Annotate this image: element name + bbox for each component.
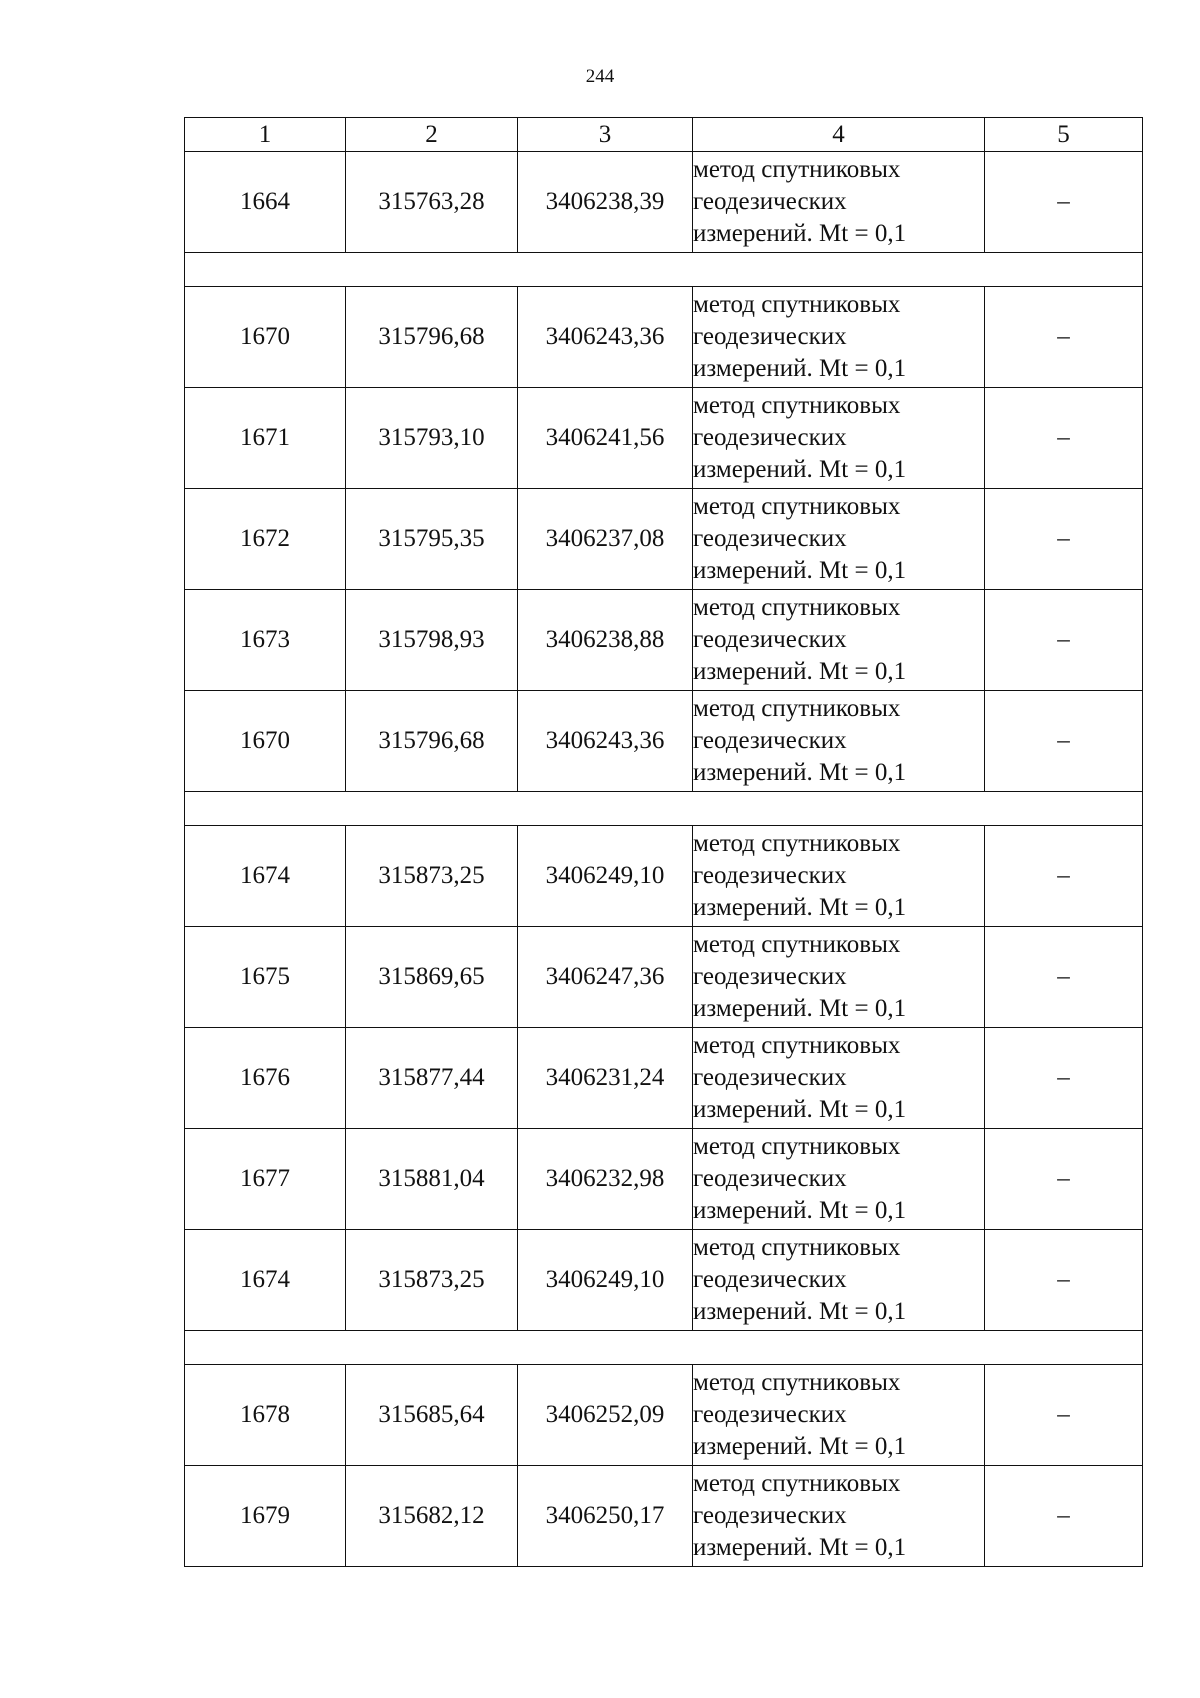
x-coordinate-cell: 315685,64 <box>346 1365 518 1466</box>
table-row <box>185 1365 1143 1466</box>
y-coordinate-cell: 3406243,36 <box>518 691 693 792</box>
method-line: метод спутниковых <box>693 594 901 621</box>
method-line: геодезических <box>693 1502 847 1529</box>
column-header: 3 <box>518 118 693 152</box>
table-separator-row <box>185 1331 1143 1365</box>
method-line: метод спутниковых <box>693 830 901 857</box>
x-coordinate-cell: 315881,04 <box>346 1129 518 1230</box>
point-number-cell: 1673 <box>185 590 346 691</box>
y-coordinate-cell: 3406237,08 <box>518 489 693 590</box>
note-cell: – <box>985 691 1143 792</box>
column-header: 5 <box>985 118 1143 152</box>
coordinates-table <box>184 117 1143 1567</box>
method-line: метод спутниковых <box>693 931 901 958</box>
method-line: измерений. Mt = 0,1 <box>693 1197 907 1224</box>
method-line: измерений. Mt = 0,1 <box>693 1433 907 1460</box>
method-cell <box>693 152 985 253</box>
method-cell <box>693 1230 985 1331</box>
method-line: метод спутниковых <box>693 1369 901 1396</box>
table-row <box>185 927 1143 1028</box>
method-line: измерений. Mt = 0,1 <box>693 894 907 921</box>
table-row <box>185 287 1143 388</box>
method-line: измерений. Mt = 0,1 <box>693 759 907 786</box>
note-cell: – <box>985 152 1143 253</box>
table-row <box>185 152 1143 253</box>
method-line: геодезических <box>693 963 847 990</box>
method-line: геодезических <box>693 1064 847 1091</box>
method-line: измерений. Mt = 0,1 <box>693 220 907 247</box>
column-header: 1 <box>185 118 346 152</box>
table-row <box>185 590 1143 691</box>
method-cell <box>693 287 985 388</box>
y-coordinate-cell: 3406247,36 <box>518 927 693 1028</box>
y-coordinate-cell: 3406249,10 <box>518 1230 693 1331</box>
y-coordinate-cell: 3406238,88 <box>518 590 693 691</box>
y-coordinate-cell: 3406243,36 <box>518 287 693 388</box>
method-line: метод спутниковых <box>693 493 901 520</box>
method-line: геодезических <box>693 525 847 552</box>
method-cell <box>693 1466 985 1567</box>
point-number-cell: 1675 <box>185 927 346 1028</box>
note-cell: – <box>985 489 1143 590</box>
x-coordinate-cell: 315793,10 <box>346 388 518 489</box>
method-line: геодезических <box>693 1401 847 1428</box>
point-number-cell: 1679 <box>185 1466 346 1567</box>
column-header: 4 <box>693 118 985 152</box>
note-cell: – <box>985 1028 1143 1129</box>
table-separator-row <box>185 253 1143 287</box>
note-cell: – <box>985 388 1143 489</box>
method-cell <box>693 927 985 1028</box>
x-coordinate-cell: 315796,68 <box>346 287 518 388</box>
column-header: 2 <box>346 118 518 152</box>
method-line: метод спутниковых <box>693 1470 901 1497</box>
x-coordinate-cell: 315877,44 <box>346 1028 518 1129</box>
table-row <box>185 489 1143 590</box>
method-line: метод спутниковых <box>693 392 901 419</box>
page-number: 244 <box>585 66 615 87</box>
point-number-cell: 1664 <box>185 152 346 253</box>
method-cell <box>693 1028 985 1129</box>
note-cell: – <box>985 590 1143 691</box>
method-cell <box>693 590 985 691</box>
separator-cell <box>185 1331 1143 1365</box>
table-row <box>185 826 1143 927</box>
x-coordinate-cell: 315763,28 <box>346 152 518 253</box>
method-line: метод спутниковых <box>693 1133 901 1160</box>
y-coordinate-cell: 3406232,98 <box>518 1129 693 1230</box>
table-row <box>185 691 1143 792</box>
method-line: измерений. Mt = 0,1 <box>693 1534 907 1561</box>
method-line: метод спутниковых <box>693 1032 901 1059</box>
note-cell: – <box>985 927 1143 1028</box>
table-row <box>185 1028 1143 1129</box>
method-line: геодезических <box>693 1266 847 1293</box>
note-cell: – <box>985 1230 1143 1331</box>
method-line: геодезических <box>693 323 847 350</box>
method-line: измерений. Mt = 0,1 <box>693 995 907 1022</box>
separator-cell <box>185 792 1143 826</box>
method-line: измерений. Mt = 0,1 <box>693 658 907 685</box>
method-line: измерений. Mt = 0,1 <box>693 355 907 382</box>
table-row <box>185 1129 1143 1230</box>
point-number-cell: 1674 <box>185 826 346 927</box>
x-coordinate-cell: 315873,25 <box>346 1230 518 1331</box>
table-row <box>185 1230 1143 1331</box>
y-coordinate-cell: 3406250,17 <box>518 1466 693 1567</box>
coordinates-table-body <box>185 118 1143 1567</box>
method-cell <box>693 388 985 489</box>
method-cell <box>693 1129 985 1230</box>
method-line: измерений. Mt = 0,1 <box>693 557 907 584</box>
table-row <box>185 388 1143 489</box>
x-coordinate-cell: 315795,35 <box>346 489 518 590</box>
point-number-cell: 1676 <box>185 1028 346 1129</box>
method-line: геодезических <box>693 1165 847 1192</box>
method-line: геодезических <box>693 727 847 754</box>
x-coordinate-cell: 315869,65 <box>346 927 518 1028</box>
method-line: геодезических <box>693 188 847 215</box>
note-cell: – <box>985 287 1143 388</box>
separator-cell <box>185 253 1143 287</box>
point-number-cell: 1670 <box>185 691 346 792</box>
note-cell: – <box>985 826 1143 927</box>
method-line: метод спутниковых <box>693 156 901 183</box>
method-line: метод спутниковых <box>693 1234 901 1261</box>
table-header-row <box>185 118 1143 152</box>
method-line: измерений. Mt = 0,1 <box>693 1096 907 1123</box>
x-coordinate-cell: 315798,93 <box>346 590 518 691</box>
note-cell: – <box>985 1466 1143 1567</box>
method-cell <box>693 826 985 927</box>
note-cell: – <box>985 1365 1143 1466</box>
y-coordinate-cell: 3406252,09 <box>518 1365 693 1466</box>
point-number-cell: 1672 <box>185 489 346 590</box>
x-coordinate-cell: 315796,68 <box>346 691 518 792</box>
point-number-cell: 1671 <box>185 388 346 489</box>
method-line: измерений. Mt = 0,1 <box>693 1298 907 1325</box>
table-separator-row <box>185 792 1143 826</box>
method-cell <box>693 691 985 792</box>
method-line: метод спутниковых <box>693 291 901 318</box>
method-line: геодезических <box>693 626 847 653</box>
x-coordinate-cell: 315873,25 <box>346 826 518 927</box>
y-coordinate-cell: 3406241,56 <box>518 388 693 489</box>
y-coordinate-cell: 3406249,10 <box>518 826 693 927</box>
point-number-cell: 1677 <box>185 1129 346 1230</box>
y-coordinate-cell: 3406231,24 <box>518 1028 693 1129</box>
method-line: геодезических <box>693 862 847 889</box>
point-number-cell: 1674 <box>185 1230 346 1331</box>
method-line: измерений. Mt = 0,1 <box>693 456 907 483</box>
y-coordinate-cell: 3406238,39 <box>518 152 693 253</box>
method-line: геодезических <box>693 424 847 451</box>
point-number-cell: 1678 <box>185 1365 346 1466</box>
point-number-cell: 1670 <box>185 287 346 388</box>
table-row <box>185 1466 1143 1567</box>
x-coordinate-cell: 315682,12 <box>346 1466 518 1567</box>
method-cell <box>693 489 985 590</box>
note-cell: – <box>985 1129 1143 1230</box>
method-cell <box>693 1365 985 1466</box>
method-line: метод спутниковых <box>693 695 901 722</box>
